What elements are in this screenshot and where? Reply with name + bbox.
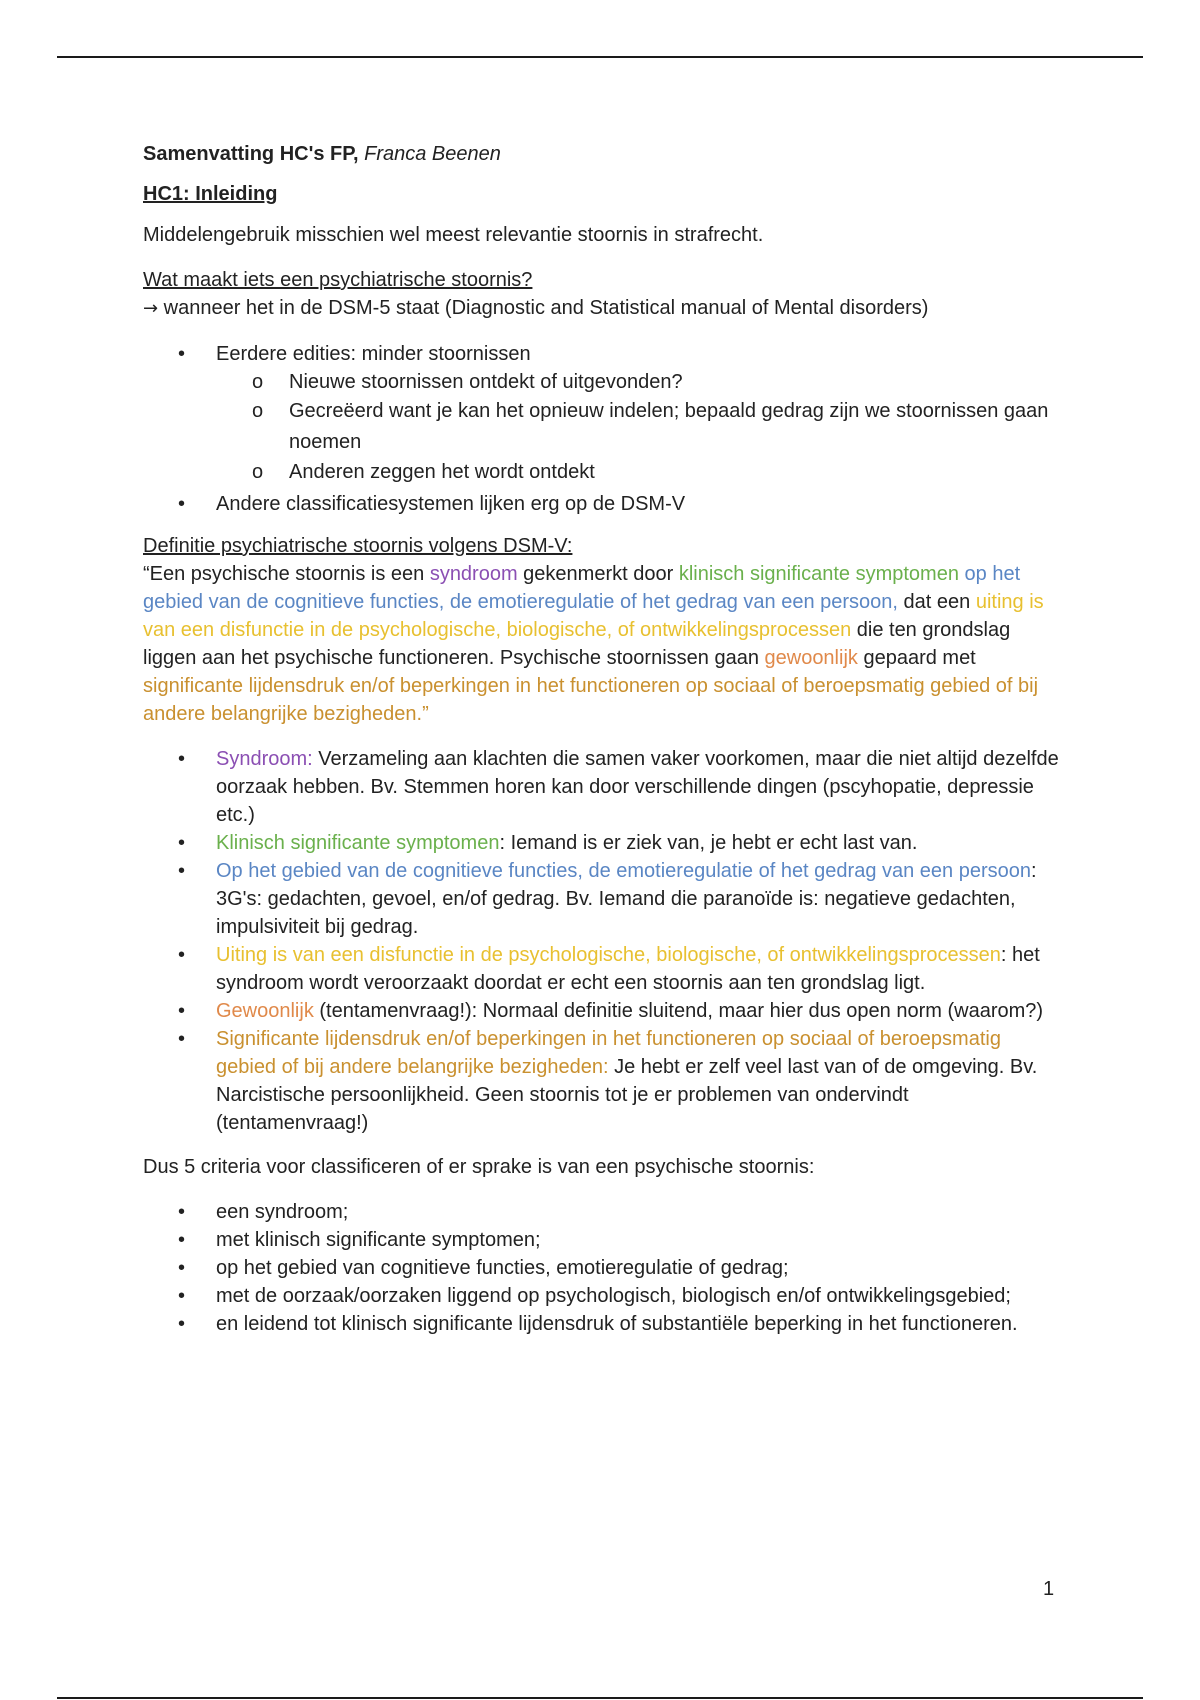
quote-term-lijdensdruk: significante lijdensdruk en/of beperkingen in het functioneren op sociaal of beroepsmatig gebied of bij andere belangrijke bezigheden.” — [143, 675, 1039, 725]
title-author: Franca Beenen — [364, 143, 501, 165]
term-gebied: Op het gebied van de cognitieve functies, de emotieregulatie of het gedrag van een persoon — [216, 860, 1032, 882]
question-heading: Wat maakt iets een psychiatrische stoornis? — [143, 269, 533, 291]
list-item — [143, 1025, 1063, 1137]
quote-text: “Een psychische stoornis is een — [143, 563, 430, 585]
list-item: • Eerdere edities: minder stoornissen — [143, 340, 1063, 368]
explanations-list — [143, 745, 1063, 1137]
sub-list-item: o Gecreëerd want je kan het opnieuw indelen; bepaald gedrag zijn we stoornissen gaan noemen — [143, 396, 1063, 458]
list-item: • en leidend tot klinisch significante lijdensdruk of substantiële beperking in het functioneren. — [143, 1310, 1063, 1338]
sub-list-item: o Nieuwe stoornissen ontdekt of uitgevonden? — [143, 368, 1063, 396]
quote-term-gewoonlijk: gewoonlijk — [764, 647, 858, 669]
document-title — [143, 140, 1063, 168]
quote-term-klinisch: klinisch significante symptomen — [678, 563, 959, 585]
definition-quote — [143, 560, 1063, 728]
term-uiting: Uiting is van een disfunctie in de psychologische, biologische, of ontwikkelingsprocessen — [216, 944, 1001, 966]
quote-term-gebied: op het gebied van de cognitieve functies, de emotieregulatie of het gedrag van een persoon, — [143, 563, 1021, 613]
term-syndroom: Syndroom: — [216, 748, 313, 770]
list-item: • Andere classificatiesystemen lijken erg op de DSM-V — [143, 490, 1063, 518]
page-number: 1 — [1043, 1578, 1055, 1600]
list-item — [143, 829, 1063, 857]
term-explanation: : het syndroom wordt veroorzaakt doordat er echt een stoornis aan ten grondslag ligt. — [216, 944, 1040, 994]
list-item — [143, 857, 1063, 941]
term-explanation: Je hebt er zelf veel last van of de omgeving. Bv. Narcistische persoonlijkheid. Geen stoornis tot je er problemen van ondervindt (tentamenvraag!) — [216, 1056, 1038, 1134]
list-item — [143, 941, 1063, 997]
term-explanation: : Iemand is er ziek van, je hebt er echt last van. — [499, 832, 918, 854]
answer-text: wanneer het in de DSM-5 staat (Diagnostic and Statistical manual of Mental disorders) — [163, 297, 929, 319]
quote-text: gepaard met — [857, 647, 976, 669]
criteria-list — [143, 1198, 1063, 1338]
term-explanation: (tentamenvraag!): Normaal definitie sluitend, maar hier dus open norm (waarom?) — [313, 1000, 1044, 1022]
list-item: • op het gebied van cognitieve functies, emotieregulatie of gedrag; — [143, 1254, 1063, 1282]
term-klinisch: Klinisch significante symptomen — [216, 832, 500, 854]
term-lijdensdruk: Significante lijdensdruk en/of beperkingen in het functioneren op sociaal of beroepsmatig gebied of bij andere belangrijke bezigheden: — [216, 1028, 1001, 1078]
criteria-intro: Dus 5 criteria voor classificeren of er sprake is van een psychische stoornis: — [143, 1156, 815, 1178]
quote-text: gekenmerkt door — [517, 563, 679, 585]
term-explanation: Verzameling aan klachten die samen vaker voorkomen, maar die niet altijd dezelfde oorzaak hebben. Bv. Stemmen horen kan door verschillende dingen (pscyhopatie, depressie etc.) — [216, 748, 1059, 826]
list-item: • met de oorzaak/oorzaken liggend op psychologisch, biologisch en/of ontwikkelingsgebied; — [143, 1282, 1063, 1310]
sub-list-item: o Anderen zeggen het wordt ontdekt — [143, 458, 1063, 486]
quote-text: dat een — [897, 591, 976, 613]
quote-term-syndroom: syndroom — [429, 563, 518, 585]
list-item: • met klinisch significante symptomen; — [143, 1226, 1063, 1254]
term-gewoonlijk: Gewoonlijk — [216, 1000, 314, 1022]
list-item: • een syndroom; — [143, 1198, 1063, 1226]
document-body — [143, 140, 1063, 1352]
list-item — [143, 745, 1063, 829]
definition-heading: Definitie psychiatrische stoornis volgens DSM-V: — [143, 535, 573, 557]
list-item — [143, 997, 1063, 1025]
term-explanation: : 3G's: gedachten, gevoel, en/of gedrag. Bv. Iemand die paranoïde is: negatieve gedachten, impulsiviteit bij gedrag. — [216, 860, 1037, 938]
intro-paragraph: Middelengebruik misschien wel meest relevantie stoornis in strafrecht. — [143, 224, 764, 246]
arrow-icon: → — [143, 298, 159, 319]
editions-list — [143, 340, 1063, 518]
bottom-rule — [57, 1697, 1143, 1699]
top-rule — [57, 56, 1143, 58]
quote-text: die ten grondslag liggen aan het psychische functioneren. Psychische stoornissen gaan — [143, 619, 1011, 669]
answer-line — [143, 294, 1063, 323]
section-heading-hc1: HC1: Inleiding — [143, 183, 278, 205]
title-text: Samenvatting HC's FP, — [143, 143, 359, 165]
quote-term-uiting: uiting is van een disfunctie in de psychologische, biologische, of ontwikkelingsprocessen — [143, 591, 1044, 641]
